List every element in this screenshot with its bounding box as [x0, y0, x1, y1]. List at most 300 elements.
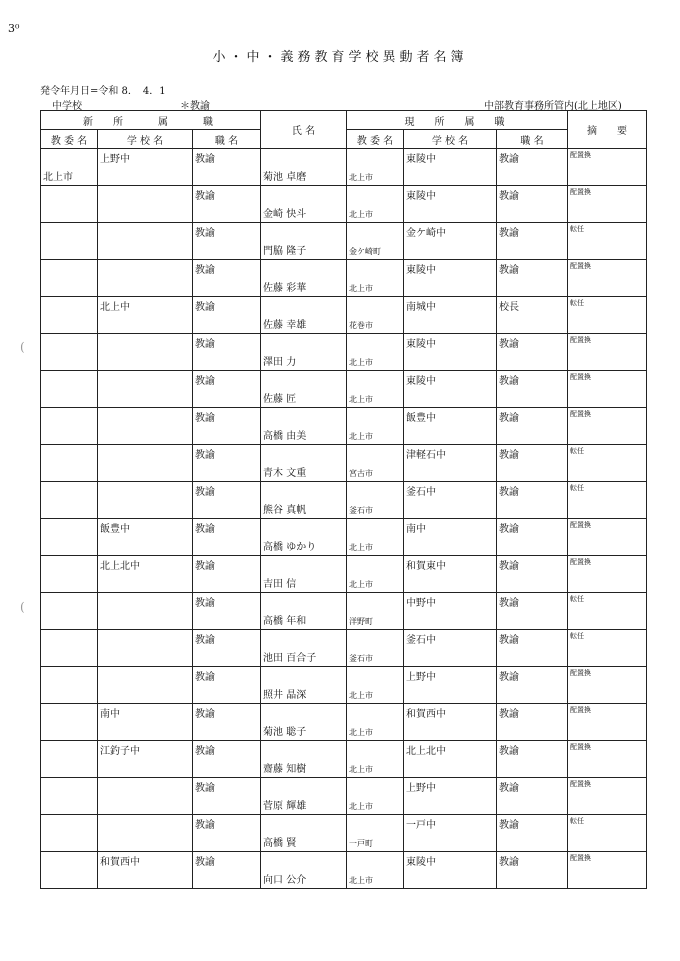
current-school-text: 東陵中: [406, 376, 437, 387]
current-school-text: 東陵中: [406, 154, 437, 165]
table-row: [41, 667, 647, 704]
remarks-cell: [568, 408, 647, 445]
table-row: [41, 260, 647, 297]
current-school-text: 北上北中: [406, 746, 447, 757]
table-row: [41, 186, 647, 223]
remarks-text: 配置換: [570, 336, 592, 344]
current-board-text: 釜石市: [349, 654, 374, 663]
current-board-header: 教 委 名: [347, 130, 404, 149]
new-position-cell: [193, 408, 261, 445]
school-type-label: 中学校: [52, 101, 82, 112]
current-school-cell: [404, 815, 497, 852]
current-school-cell: [404, 519, 497, 556]
current-school-cell: [404, 260, 497, 297]
new-board-cell: [41, 445, 98, 482]
remarks-cell: [568, 445, 647, 482]
name-header: 氏 名: [261, 111, 347, 149]
role-label: ＊教諭: [180, 101, 210, 112]
new-school-text: [98, 482, 192, 484]
current-position-cell: [497, 223, 568, 260]
new-school-cell: [98, 630, 193, 667]
new-position-cell: [193, 186, 261, 223]
current-board-cell: [347, 149, 404, 186]
name-text: 金崎 快斗: [263, 209, 307, 220]
remarks-cell: [568, 815, 647, 852]
new-position-cell: [193, 630, 261, 667]
new-position-text: 教諭: [195, 783, 215, 794]
new-school-text: 江釣子中: [100, 746, 140, 757]
new-school-text: [98, 223, 192, 225]
new-position-text: 教諭: [195, 487, 215, 498]
new-position-text: 教諭: [195, 709, 215, 720]
new-position-text: 教諭: [195, 339, 215, 350]
new-position-cell: [193, 741, 261, 778]
new-school-text: [98, 371, 192, 373]
remarks-cell: [568, 297, 647, 334]
current-school-cell: [404, 334, 497, 371]
new-position-text: 教諭: [195, 746, 215, 757]
current-position-text: 教諭: [499, 154, 520, 165]
new-position-text: 教諭: [195, 561, 215, 572]
current-board-cell: [347, 297, 404, 334]
new-position-text: 教諭: [195, 154, 215, 165]
current-school-text: 東陵中: [406, 265, 437, 276]
new-school-cell: [98, 667, 193, 704]
current-school-text: 南中: [406, 524, 427, 535]
current-school-text: 津軽石中: [406, 450, 447, 461]
new-school-cell: [98, 149, 193, 186]
current-school-cell: [404, 778, 497, 815]
current-position-text: 教諭: [499, 413, 520, 424]
current-board-text: 釜石市: [349, 506, 374, 515]
name-cell: [261, 667, 347, 704]
current-board-cell: [347, 852, 404, 889]
new-school-header: 学 校 名: [98, 130, 193, 149]
new-board-cell: [41, 667, 98, 704]
current-position-cell: [497, 667, 568, 704]
new-school-text: [98, 815, 192, 817]
name-text: 高橋 由美: [263, 431, 307, 442]
new-position-text: 教諭: [195, 413, 215, 424]
current-position-text: 教諭: [499, 487, 520, 498]
new-position-cell: [193, 260, 261, 297]
page-title: 小・中・義務教育学校異動者名簿: [212, 50, 468, 65]
current-position-text: 校長: [499, 302, 520, 313]
remarks-text: 転任: [570, 484, 585, 492]
current-position-cell: [497, 408, 568, 445]
remarks-cell: [568, 667, 647, 704]
table-row: [41, 445, 647, 482]
current-board-text: 北上市: [349, 876, 374, 885]
current-school-cell: [404, 149, 497, 186]
new-board-cell: [41, 334, 98, 371]
new-school-cell: [98, 815, 193, 852]
new-position-cell: [193, 482, 261, 519]
new-school-cell: [98, 556, 193, 593]
new-school-cell: [98, 260, 193, 297]
current-position-cell: [497, 704, 568, 741]
current-position-cell: [497, 186, 568, 223]
remarks-text: 転任: [570, 447, 585, 455]
current-school-cell: [404, 593, 497, 630]
name-text: 青木 文重: [263, 468, 307, 479]
new-position-text: 教諭: [195, 376, 215, 387]
table-row: [41, 704, 647, 741]
new-position-text: 教諭: [195, 635, 215, 646]
name-cell: [261, 482, 347, 519]
new-board-cell: [41, 704, 98, 741]
new-school-cell: [98, 741, 193, 778]
table-row: [41, 852, 647, 889]
table-row: [41, 223, 647, 260]
current-position-cell: [497, 815, 568, 852]
new-school-cell: [98, 297, 193, 334]
current-board-text: 北上市: [349, 802, 374, 811]
new-position-cell: [193, 445, 261, 482]
current-position-cell: [497, 334, 568, 371]
current-board-text: 北上市: [349, 358, 374, 367]
name-text: 齋藤 知樹: [263, 764, 307, 775]
current-school-cell: [404, 223, 497, 260]
remarks-cell: [568, 593, 647, 630]
current-school-text: 上野中: [406, 672, 437, 683]
current-position-text: 教諭: [499, 746, 520, 757]
name-text: 菊池 聡子: [263, 727, 307, 738]
current-school-cell: [404, 186, 497, 223]
name-cell: [261, 186, 347, 223]
current-board-text: 北上市: [349, 284, 374, 293]
new-school-cell: [98, 704, 193, 741]
current-position-text: 教諭: [499, 265, 520, 276]
current-position-text: 教諭: [499, 857, 520, 868]
current-position-cell: [497, 482, 568, 519]
current-board-text: 花巻市: [349, 321, 374, 330]
name-cell: [261, 556, 347, 593]
current-school-cell: [404, 741, 497, 778]
current-position-text: 教諭: [499, 228, 520, 239]
current-board-text: 北上市: [349, 580, 374, 589]
new-school-text: 北上北中: [100, 561, 140, 572]
current-school-cell: [404, 408, 497, 445]
name-cell: [261, 297, 347, 334]
current-board-cell: [347, 778, 404, 815]
remarks-text: 転任: [570, 595, 585, 603]
name-cell: [261, 371, 347, 408]
table-row: [41, 778, 647, 815]
current-school-text: 和賀東中: [406, 561, 447, 572]
current-school-text: 東陵中: [406, 191, 437, 202]
new-position-text: 教諭: [195, 820, 215, 831]
current-board-text: 北上市: [349, 765, 374, 774]
name-cell: [261, 408, 347, 445]
new-school-text: 上野中: [100, 154, 130, 165]
new-position-cell: [193, 519, 261, 556]
new-position-text: 教諭: [195, 450, 215, 461]
name-cell: [261, 445, 347, 482]
new-school-cell: [98, 593, 193, 630]
remarks-cell: [568, 149, 647, 186]
table-row: [41, 741, 647, 778]
new-school-text: [98, 334, 192, 336]
remarks-text: 配置換: [570, 780, 592, 788]
current-position-cell: [497, 149, 568, 186]
remarks-text: 配置換: [570, 373, 592, 381]
current-board-cell: [347, 593, 404, 630]
current-school-cell: [404, 482, 497, 519]
new-position-text: 教諭: [195, 524, 215, 535]
current-board-cell: [347, 371, 404, 408]
name-cell: [261, 778, 347, 815]
current-board-cell: [347, 334, 404, 371]
remarks-cell: [568, 260, 647, 297]
remarks-cell: [568, 852, 647, 889]
new-board-cell: [41, 556, 98, 593]
new-board-cell: [41, 815, 98, 852]
name-text: 高橋 年和: [263, 616, 307, 627]
name-text: 熊谷 真帆: [263, 505, 307, 516]
current-school-cell: [404, 630, 497, 667]
current-board-cell: [347, 482, 404, 519]
name-text: 佐藤 幸雄: [263, 320, 307, 331]
punch-hole-mark: (: [20, 600, 25, 614]
name-cell: [261, 704, 347, 741]
current-school-header: 学 校 名: [404, 130, 497, 149]
current-position-cell: [497, 260, 568, 297]
new-school-text: [98, 186, 192, 188]
current-board-text: 北上市: [349, 210, 374, 219]
current-school-cell: [404, 852, 497, 889]
new-school-text: [98, 630, 192, 632]
current-school-cell: [404, 445, 497, 482]
name-cell: [261, 852, 347, 889]
current-position-text: 教諭: [499, 709, 520, 720]
new-board-cell: [41, 593, 98, 630]
current-school-cell: [404, 297, 497, 334]
current-board-cell: [347, 630, 404, 667]
new-position-cell: [193, 297, 261, 334]
name-text: 高橋 賢: [263, 838, 297, 849]
table-row: [41, 371, 647, 408]
remarks-cell: [568, 778, 647, 815]
current-position-text: 教諭: [499, 561, 520, 572]
new-board-cell: [41, 149, 98, 186]
name-cell: [261, 260, 347, 297]
current-position-cell: [497, 445, 568, 482]
current-school-text: 上野中: [406, 783, 437, 794]
new-school-text: 南中: [100, 709, 120, 720]
current-board-cell: [347, 556, 404, 593]
current-position-text: 教諭: [499, 783, 520, 794]
remarks-text: 配置換: [570, 151, 592, 159]
table-row: [41, 519, 647, 556]
new-school-cell: [98, 445, 193, 482]
name-cell: [261, 334, 347, 371]
current-board-text: 北上市: [349, 691, 374, 700]
new-position-cell: [193, 593, 261, 630]
new-school-cell: [98, 778, 193, 815]
name-text: 菊池 卓磨: [263, 172, 307, 183]
current-board-cell: [347, 815, 404, 852]
current-school-cell: [404, 667, 497, 704]
remarks-text: 転任: [570, 299, 585, 307]
current-position-cell: [497, 297, 568, 334]
name-text: 向口 公介: [263, 875, 307, 886]
new-position-cell: [193, 778, 261, 815]
name-text: 吉田 信: [263, 579, 297, 590]
table-row: [41, 630, 647, 667]
current-school-text: 釜石中: [406, 635, 437, 646]
current-position-cell: [497, 593, 568, 630]
current-position-text: 教諭: [499, 635, 520, 646]
new-position-text: 教諭: [195, 228, 215, 239]
current-school-text: 中野中: [406, 598, 437, 609]
remarks-header: 摘 要: [568, 111, 647, 149]
current-position-cell: [497, 778, 568, 815]
new-position-cell: [193, 815, 261, 852]
name-text: 澤田 力: [263, 357, 297, 368]
name-cell: [261, 149, 347, 186]
new-position-text: 教諭: [195, 265, 215, 276]
remarks-cell: [568, 556, 647, 593]
current-position-text: 教諭: [499, 450, 520, 461]
remarks-text: 配置換: [570, 854, 592, 862]
punch-hole-mark: (: [20, 340, 25, 354]
remarks-text: 転任: [570, 632, 585, 640]
remarks-cell: [568, 186, 647, 223]
current-school-text: 一戸中: [406, 820, 437, 831]
remarks-text: 配置換: [570, 706, 592, 714]
name-text: 照井 晶深: [263, 690, 307, 701]
new-position-cell: [193, 149, 261, 186]
new-school-text: [98, 667, 192, 669]
current-position-cell: [497, 852, 568, 889]
new-board-cell: [41, 630, 98, 667]
table-row: [41, 334, 647, 371]
table-row: [41, 408, 647, 445]
current-position-cell: [497, 741, 568, 778]
name-text: 佐藤 匠: [263, 394, 297, 405]
new-school-text: [98, 408, 192, 410]
current-position-text: 教諭: [499, 820, 520, 831]
new-board-cell: [41, 519, 98, 556]
current-board-text: 北上市: [349, 395, 374, 404]
current-school-text: 和賀西中: [406, 709, 447, 720]
current-school-cell: [404, 704, 497, 741]
table-row: [41, 482, 647, 519]
name-cell: [261, 630, 347, 667]
table-row: [41, 149, 647, 186]
current-board-text: 北上市: [349, 173, 374, 182]
current-position-cell: [497, 556, 568, 593]
name-text: 高橋 ゆかり: [263, 542, 317, 553]
new-school-cell: [98, 223, 193, 260]
current-board-cell: [347, 186, 404, 223]
current-position-cell: [497, 630, 568, 667]
new-school-text: [98, 260, 192, 262]
current-position-text: 教諭: [499, 376, 520, 387]
current-board-cell: [347, 741, 404, 778]
new-school-text: 北上中: [100, 302, 130, 313]
new-school-cell: [98, 852, 193, 889]
remarks-cell: [568, 223, 647, 260]
current-board-cell: [347, 260, 404, 297]
new-position-text: 教諭: [195, 598, 215, 609]
new-board-text: 北上市: [43, 172, 73, 183]
new-position-cell: [193, 334, 261, 371]
current-board-text: 北上市: [349, 432, 374, 441]
new-position-text: 教諭: [195, 302, 215, 313]
new-school-text: [98, 593, 192, 595]
new-school-cell: [98, 482, 193, 519]
new-position-cell: [193, 852, 261, 889]
personnel-transfer-table: [40, 110, 647, 889]
remarks-text: 配置換: [570, 262, 592, 270]
new-board-cell: [41, 371, 98, 408]
current-school-text: 釜石中: [406, 487, 437, 498]
remarks-text: 転任: [570, 817, 585, 825]
current-board-cell: [347, 223, 404, 260]
table-row: [41, 815, 647, 852]
new-position-cell: [193, 556, 261, 593]
current-position-cell: [497, 371, 568, 408]
remarks-text: 配置換: [570, 669, 592, 677]
remarks-text: 配置換: [570, 521, 592, 529]
new-position-cell: [193, 223, 261, 260]
current-school-text: 東陵中: [406, 857, 437, 868]
new-position-text: 教諭: [195, 672, 215, 683]
current-affiliation-header: 現 所 属 職: [347, 111, 568, 130]
new-school-cell: [98, 186, 193, 223]
remarks-text: 配置換: [570, 188, 592, 196]
table-row: [41, 297, 647, 334]
page-number: 3⁰: [8, 22, 20, 35]
remarks-cell: [568, 482, 647, 519]
current-school-text: 南城中: [406, 302, 437, 313]
current-board-cell: [347, 408, 404, 445]
name-text: 門脇 隆子: [263, 246, 307, 257]
current-board-text: 北上市: [349, 728, 374, 737]
current-board-text: 北上市: [349, 543, 374, 552]
new-board-header: 教 委 名: [41, 130, 98, 149]
new-school-cell: [98, 519, 193, 556]
new-board-cell: [41, 741, 98, 778]
current-school-cell: [404, 371, 497, 408]
current-position-cell: [497, 519, 568, 556]
name-text: 池田 百合子: [263, 653, 317, 664]
new-school-text: [98, 445, 192, 447]
current-board-text: 金ケ崎町: [349, 247, 382, 256]
new-board-cell: [41, 223, 98, 260]
new-board-cell: [41, 408, 98, 445]
new-board-cell: [41, 186, 98, 223]
remarks-text: 配置換: [570, 410, 592, 418]
current-board-text: 宮古市: [349, 469, 374, 478]
new-school-text: 和賀西中: [100, 857, 140, 868]
current-position-text: 教諭: [499, 524, 520, 535]
current-position-text: 教諭: [499, 339, 520, 350]
current-school-cell: [404, 556, 497, 593]
name-text: 佐藤 彩華: [263, 283, 307, 294]
current-school-text: 飯豊中: [406, 413, 437, 424]
current-position-text: 教諭: [499, 598, 520, 609]
new-school-text: 飯豊中: [100, 524, 130, 535]
new-board-cell: [41, 778, 98, 815]
name-cell: [261, 815, 347, 852]
remarks-cell: [568, 334, 647, 371]
table-row: [41, 556, 647, 593]
remarks-cell: [568, 371, 647, 408]
new-position-cell: [193, 667, 261, 704]
